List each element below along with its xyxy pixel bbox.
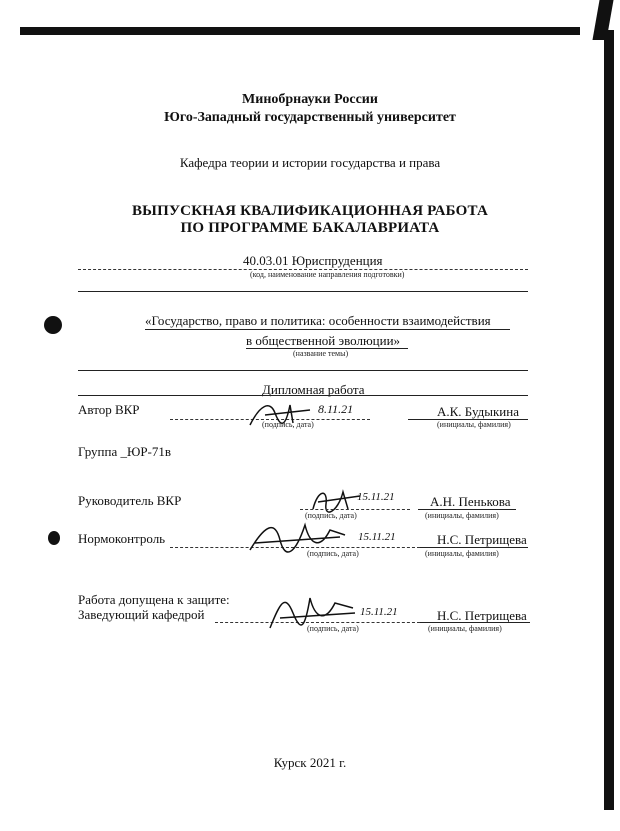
normcontrol-sign-date: 15.11.21: [358, 531, 396, 543]
author-sign-date: 8.11.21: [318, 402, 354, 416]
topic-line-1: «Государство, право и политика: особенности взаимодействия: [145, 313, 491, 328]
head-sign-caption: (подпись, дата): [307, 624, 359, 633]
direction-caption: (код, наименование направления подготовки): [250, 270, 405, 279]
normcontrol-name-caption: (инициалы, фамилия): [425, 549, 499, 558]
head-name-line: [420, 622, 530, 623]
direction-line-2: [78, 291, 528, 292]
normcontrol-name: Н.С. Петрищева: [437, 532, 527, 547]
head-name-caption: (инициалы, фамилия): [428, 624, 502, 633]
direction-value: 40.03.01 Юриспруденция: [243, 253, 383, 268]
supervisor-name: А.Н. Пенькова: [430, 494, 511, 509]
work-title-line-1: ВЫПУСКНАЯ КВАЛИФИКАЦИОННАЯ РАБОТА: [131, 203, 489, 219]
university-name: Юго-Западный государственный университет: [164, 110, 456, 125]
work-title-line-2: ПО ПРОГРАММЕ БАКАЛАВРИАТА: [180, 220, 440, 236]
supervisor-sign-caption: (подпись, дата): [305, 511, 357, 520]
head-sign-date: 15.11.21: [360, 606, 398, 618]
topic-line-3: [78, 370, 528, 371]
normcontrol-label: Нормоконтроль: [78, 531, 166, 546]
supervisor-sign-date: 15.11.21: [357, 491, 395, 503]
author-label: Автор ВКР: [78, 402, 140, 417]
author-name: А.К. Будыкина: [437, 404, 519, 419]
work-type: Дипломная работа: [262, 382, 365, 397]
admission-label: Работа допущена к защите:: [78, 592, 230, 607]
author-sign-caption: (подпись, дата): [262, 420, 314, 429]
scan-border-right: [604, 30, 614, 810]
punch-hole-bottom: [48, 531, 60, 545]
city-year: Курск 2021 г.: [273, 755, 347, 770]
department-name: Кафедра теории и истории государства и права: [179, 155, 441, 170]
scan-border-top: [20, 27, 580, 35]
supervisor-name-line: [418, 509, 516, 510]
normcontrol-sign-caption: (подпись, дата): [307, 549, 359, 558]
head-name: Н.С. Петрищева: [437, 608, 527, 623]
topic-line-2: в общественной эволюции»: [246, 333, 401, 348]
punch-hole-top: [44, 316, 62, 334]
ministry-name: Минобрнауки России: [242, 92, 378, 107]
normcontrol-name-line: [420, 547, 528, 548]
topic-underline-1: [145, 329, 510, 330]
supervisor-name-caption: (инициалы, фамилия): [425, 511, 499, 520]
supervisor-sign-line: [300, 509, 410, 510]
group-label: Группа _ЮР-71в: [78, 444, 172, 459]
author-signature-icon: [245, 395, 315, 435]
topic-caption: (название темы): [293, 349, 349, 358]
head-of-department-label: Заведующий кафедрой: [78, 607, 205, 622]
author-name-caption: (инициалы, фамилия): [437, 420, 511, 429]
supervisor-label: Руководитель ВКР: [78, 493, 182, 508]
